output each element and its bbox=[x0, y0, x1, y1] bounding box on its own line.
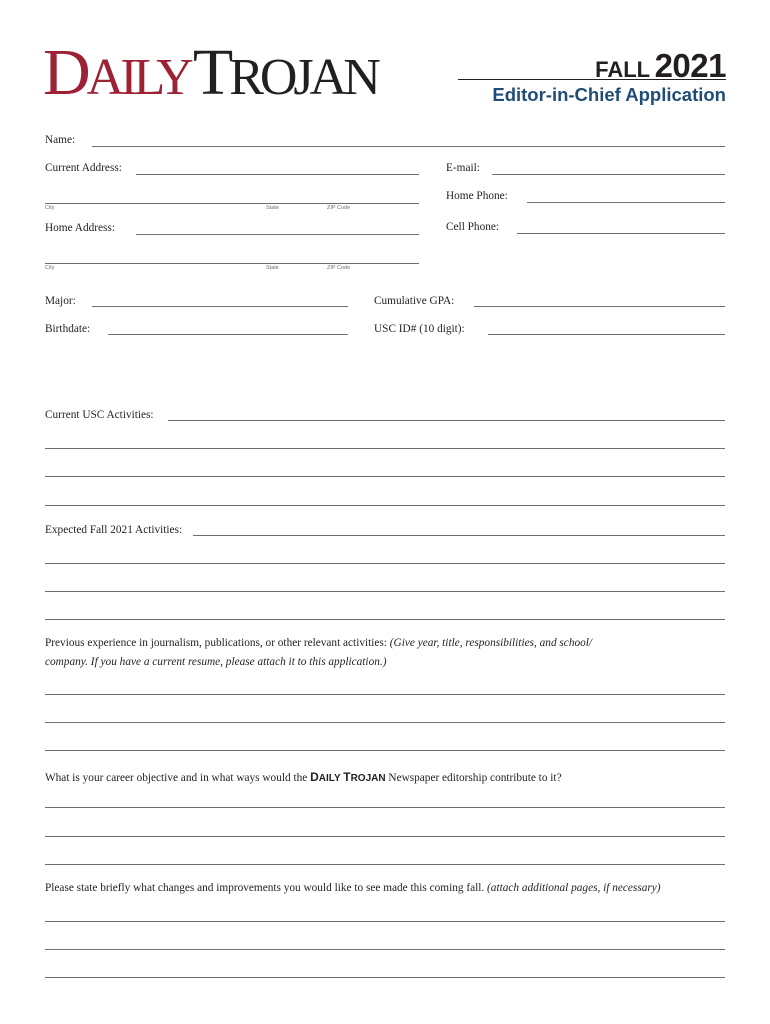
expected-activities-label: Expected Fall 2021 Activities: bbox=[45, 524, 183, 536]
logo-word-daily: DAILY bbox=[43, 36, 190, 109]
experience-question: Previous experience in journalism, publications, or other relevant activities: (Give year, title, responsibilities, and school/ bbox=[45, 637, 593, 649]
zip-hint: ZIP Code bbox=[327, 265, 351, 271]
changes-line[interactable] bbox=[45, 921, 725, 922]
major-field[interactable] bbox=[92, 306, 348, 307]
state-hint: State bbox=[266, 205, 279, 211]
career-line[interactable] bbox=[45, 836, 725, 837]
changes-line[interactable] bbox=[45, 977, 725, 978]
current-address-field[interactable] bbox=[136, 174, 419, 175]
home-phone-field[interactable] bbox=[527, 202, 725, 203]
current-activities-label: Current USC Activities: bbox=[45, 409, 154, 421]
career-line[interactable] bbox=[45, 807, 725, 808]
term-season: FALL bbox=[595, 57, 651, 82]
cell-phone-field[interactable] bbox=[517, 233, 725, 234]
cumulative-gpa-field[interactable] bbox=[474, 306, 725, 307]
term-rule bbox=[458, 79, 726, 80]
usc-id-field[interactable] bbox=[488, 334, 725, 335]
changes-question: Please state briefly what changes and improvements you would like to see made this coming fall. (attach additional pages, if necessary) bbox=[45, 882, 661, 894]
experience-note: company. If you have a current resume, please attach it to this application.) bbox=[45, 656, 387, 668]
home-address-city-field[interactable] bbox=[45, 263, 419, 264]
experience-line[interactable] bbox=[45, 722, 725, 723]
home-address-label: Home Address: bbox=[45, 222, 115, 234]
daily-trojan-logo bbox=[43, 36, 377, 109]
changes-line[interactable] bbox=[45, 949, 725, 950]
birthdate-field[interactable] bbox=[108, 334, 348, 335]
career-line[interactable] bbox=[45, 864, 725, 865]
current-address-label: Current Address: bbox=[45, 162, 122, 174]
page-title: Editor-in-Chief Application bbox=[492, 84, 726, 105]
email-label: E-mail: bbox=[446, 162, 480, 174]
home-phone-label: Home Phone: bbox=[446, 190, 508, 202]
expected-activities-line[interactable] bbox=[45, 563, 725, 564]
current-address-city-field[interactable] bbox=[45, 203, 419, 204]
name-label: Name: bbox=[45, 134, 76, 146]
birthdate-label: Birthdate: bbox=[45, 323, 91, 335]
state-hint: State bbox=[266, 265, 279, 271]
email-field[interactable] bbox=[492, 174, 725, 175]
major-label: Major: bbox=[45, 295, 76, 307]
daily-trojan-wordmark: DAILY TROJAN bbox=[310, 770, 386, 784]
experience-line[interactable] bbox=[45, 694, 725, 695]
logo-word-trojan: TROJAN bbox=[192, 36, 377, 109]
experience-line[interactable] bbox=[45, 750, 725, 751]
expected-activities-field[interactable] bbox=[193, 535, 725, 536]
current-activities-field[interactable] bbox=[168, 420, 725, 421]
term-year: 2021 bbox=[654, 47, 726, 84]
current-activities-line[interactable] bbox=[45, 505, 725, 506]
career-question: What is your career objective and in what ways would the DAILY TROJAN Newspaper editorship contribute to it? bbox=[45, 770, 562, 784]
usc-id-label: USC ID# (10 digit): bbox=[374, 323, 465, 335]
home-address-field[interactable] bbox=[136, 234, 419, 235]
cell-phone-label: Cell Phone: bbox=[446, 221, 500, 233]
city-hint: City bbox=[45, 205, 55, 211]
expected-activities-line[interactable] bbox=[45, 619, 725, 620]
zip-hint: ZIP Code bbox=[327, 205, 351, 211]
city-hint: City bbox=[45, 265, 55, 271]
current-activities-line[interactable] bbox=[45, 448, 725, 449]
current-activities-line[interactable] bbox=[45, 476, 725, 477]
cumulative-gpa-label: Cumulative GPA: bbox=[374, 295, 455, 307]
expected-activities-line[interactable] bbox=[45, 591, 725, 592]
name-field[interactable] bbox=[92, 146, 725, 147]
